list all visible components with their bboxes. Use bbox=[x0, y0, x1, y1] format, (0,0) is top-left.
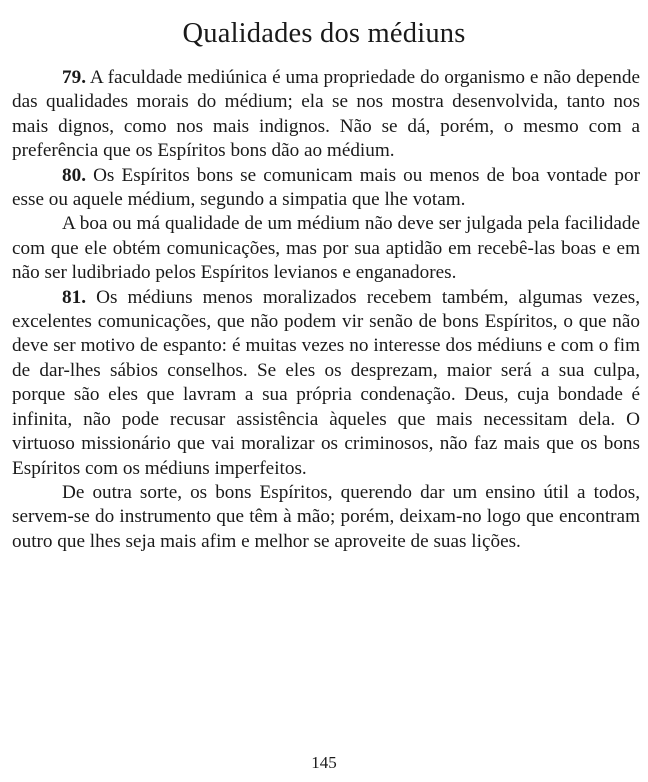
paragraph-80 bbox=[12, 164, 640, 213]
paragraph-text: De outra sorte, os bons Espíritos, querendo dar um ensino útil a todos, servem-se do instrumento que têm à mão; porém, deixam-no logo que encontram outro que lhes seja mais afim e melhor se aproveite de suas lições. bbox=[12, 481, 640, 552]
paragraph-text: Os médiuns menos moralizados recebem também, algumas vezes, excelentes comunicações, que não podem vir senão de bons Espíritos, o que não deve ser motivo de espanto: é muitas vezes no interesse dos médiuns e com o fim de dar-lhes sábios conselhos. Se eles os desprezam, maior será a sua culpa, porque são eles que lavram a sua própria condenação. Deus, cuja bondade é infinita, não pode recusar assistência àqueles que mais necessitam dela. O virtuoso missionário que vai moralizar os criminosos, não faz mais que os bons Espíritos com os médiuns imperfeitos. bbox=[12, 286, 640, 479]
paragraph-81 bbox=[12, 286, 640, 481]
item-number: 81. bbox=[62, 286, 86, 308]
paragraph-text: A faculdade mediúnica é uma propriedade do organismo e não depende das qualidades morais do médium; ela se nos mostra desenvolvida, tanto nos mais dignos, como nos mais indignos. Não se dá, porém, o mesmo com a preferência que os Espíritos bons dão ao médium. bbox=[12, 67, 640, 162]
paragraph-79 bbox=[12, 66, 640, 164]
body-text bbox=[12, 66, 640, 554]
paragraph-text: A boa ou má qualidade de um médium não deve ser julgada pela facilidade com que ele obtém comunicações, mas por sua aptidão em recebê-las boas e em não ser ludibriado pelos Espíritos levianos e enganadores. bbox=[12, 213, 640, 284]
item-number: 79. bbox=[62, 67, 86, 88]
paragraph-81-continued bbox=[12, 481, 640, 554]
chapter-title: Qualidades dos médiuns bbox=[182, 18, 466, 49]
page-number: 145 bbox=[311, 753, 337, 772]
paragraph-80-continued bbox=[12, 212, 640, 285]
paragraph-text: Os Espíritos bons se comunicam mais ou menos de boa vontade por esse ou aquele médium, segundo a simpatia que lhe votam. bbox=[12, 164, 640, 211]
item-number: 80. bbox=[62, 164, 86, 186]
